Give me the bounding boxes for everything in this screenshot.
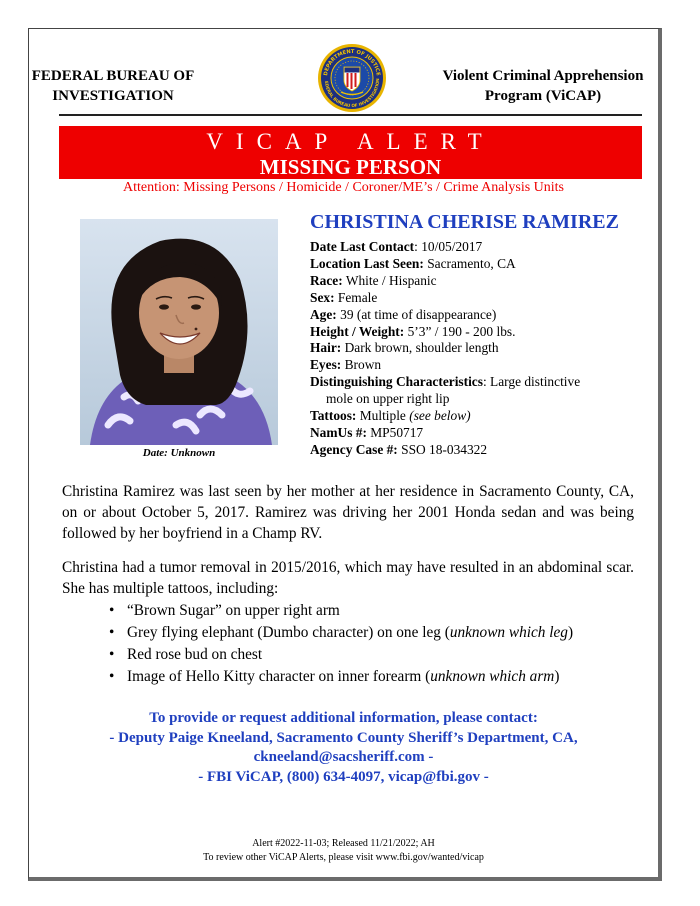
tattoo-note: unknown which leg (449, 624, 568, 641)
detail-label: Date Last Contact (310, 239, 415, 254)
contact-fbi-vicap[interactable]: - FBI ViCAP, (800) 634-4097, vicap@fbi.gov - (198, 768, 489, 785)
tattoo-list (109, 600, 639, 688)
svg-text:FEDERAL BUREAU OF INVESTIGATIO: EDERAL BUREAU OF INVESTIGATION (323, 78, 381, 109)
detail-value: White / Hispanic (345, 272, 437, 288)
detail-label: Height / Weight: (310, 323, 405, 339)
detail-tattoos (310, 408, 650, 425)
detail-eyes (310, 357, 650, 374)
vicap-program-line2: Program (ViCAP) (484, 88, 602, 104)
contact-deputy: - Deputy Paige Kneeland, Sacramento County Sheriff’s Department, CA, (109, 729, 578, 746)
detail-hair (310, 340, 650, 357)
svg-text:DEPARTMENT OF JUSTICE: DEPARTMENT OF JUSTICE (323, 48, 381, 77)
vicap-program-line1: Violent Criminal Apprehension (442, 68, 644, 84)
bullet-icon: • (109, 646, 115, 663)
detail-value: 5’3” / 190 - 200 lbs. (407, 323, 516, 339)
person-name: CHRISTINA CHERISE RAMIREZ (310, 211, 619, 233)
detail-label: Race: (310, 272, 343, 288)
detail-label: Distinguishing Characteristics (310, 374, 483, 390)
detail-agency-case (310, 442, 650, 459)
alert-document (28, 28, 662, 881)
detail-label: Age: (310, 306, 337, 322)
detail-namus (310, 425, 650, 442)
vicap-website-note[interactable]: To review other ViCAP Alerts, please visit www.fbi.gov/wanted/vicap (203, 852, 484, 863)
contact-heading: To provide or request additional information, please contact: (149, 710, 538, 726)
photo-caption: Date: Unknown (142, 447, 216, 459)
header-divider (59, 114, 642, 116)
bullet-icon: • (109, 624, 115, 641)
detail-age (310, 307, 650, 324)
attention-line: Attention: Missing Persons / Homicide / Coroner/ME’s / Crime Analysis Units (123, 180, 564, 195)
fbi-title-line2: INVESTIGATION (52, 88, 174, 104)
contact-block (29, 709, 658, 787)
detail-label: Agency Case #: (310, 441, 398, 457)
banner-subtitle: MISSING PERSON (259, 155, 442, 179)
narrative-paragraph-1: Christina Ramirez was last seen by her mother at her residence in Sacramento County, CA, on or about October 5, 2017. Ramirez was driving her 2001 Honda sedan and was being followed by her boyfriend in a Champ RV. (62, 483, 634, 542)
detail-value: SSO 18-034322 (401, 441, 488, 457)
narrative-paragraph-2: Christina had a tumor removal in 2015/2016, which may have resulted in an abdominal scar. She has multiple tattoos, including: (62, 559, 634, 597)
list-item (109, 622, 639, 644)
missing-person-photo (80, 219, 278, 445)
detail-height-weight (310, 324, 650, 341)
detail-label: Location Last Seen: (310, 255, 424, 271)
bullet-icon: • (109, 602, 115, 619)
detail-value: Sacramento, CA (427, 255, 516, 271)
alert-banner (59, 126, 642, 179)
detail-label: Eyes: (310, 357, 342, 373)
footer (29, 837, 658, 865)
detail-value: 10/05/2017 (421, 239, 483, 254)
detail-label: Sex: (310, 289, 335, 305)
detail-value: Dark brown, shoulder length (344, 340, 499, 356)
list-item (109, 600, 639, 622)
list-item (109, 644, 639, 666)
fbi-title-line1: FEDERAL BUREAU OF (31, 68, 195, 84)
detail-race (310, 273, 650, 290)
detail-label: NamUs #: (310, 424, 367, 440)
vicap-program-title (432, 66, 654, 106)
banner-title: VICAP ALERT (206, 129, 495, 154)
fbi-seal-icon (317, 43, 387, 113)
tattoo-text-end: ) (567, 624, 574, 641)
detail-note: (see below) (409, 408, 471, 424)
detail-distinguishing-cont: mole on upper right lip (326, 391, 450, 407)
detail-value: MP50717 (370, 424, 424, 440)
bullet-icon: • (109, 668, 115, 685)
alert-release-info: Alert #2022-11-03; Released 11/21/2022; AH (252, 838, 435, 849)
detail-value: Brown (344, 357, 382, 373)
detail-value: : Large distinctive (482, 374, 581, 390)
detail-sex (310, 290, 650, 307)
detail-value: Female (337, 289, 378, 305)
tattoo-text: Grey flying elephant (Dumbo character) on one leg ( (127, 624, 450, 641)
tattoo-text: Red rose bud on chest (127, 646, 263, 663)
detail-value: 39 (at time of disappearance) (340, 306, 497, 322)
detail-location-last-seen (310, 256, 650, 273)
list-item (109, 666, 639, 688)
person-details (310, 239, 650, 459)
tattoo-text-end: ) (554, 668, 560, 685)
contact-deputy-email[interactable]: ckneeland@sacsheriff.com - (253, 749, 434, 765)
tattoo-note: unknown which arm (430, 668, 555, 685)
detail-distinguishing (310, 374, 650, 391)
tattoo-text: Image of Hello Kitty character on inner forearm ( (127, 668, 431, 685)
fbi-title (29, 66, 197, 106)
detail-date-last-contact: Date Last Contact: 10/05/2017 (310, 239, 483, 254)
tattoo-text: “Brown Sugar” on upper right arm (127, 602, 340, 619)
detail-value: Multiple (359, 408, 406, 424)
detail-label: Tattoos: (310, 408, 357, 424)
detail-label: Hair: (310, 340, 342, 356)
